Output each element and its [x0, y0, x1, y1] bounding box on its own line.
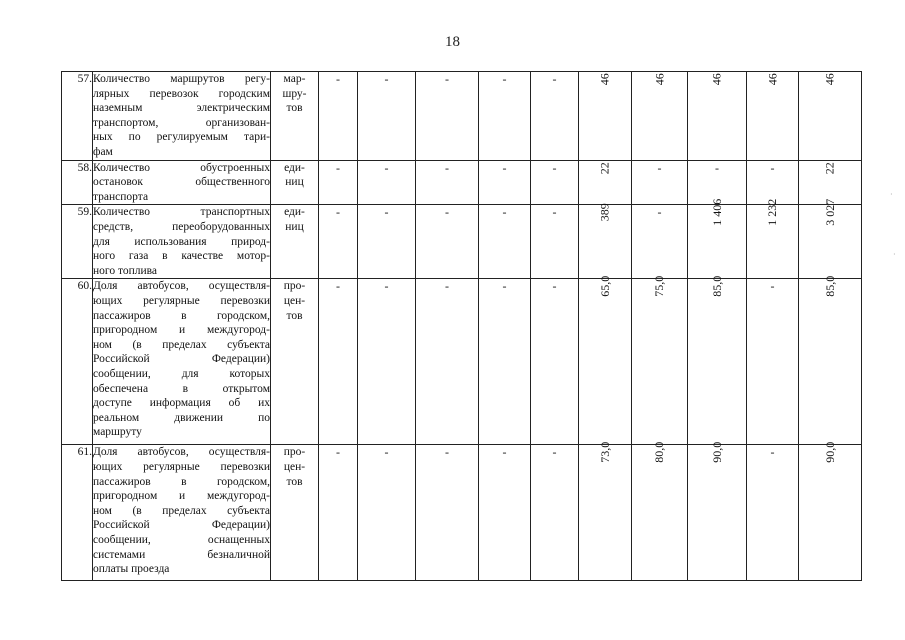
- indicator-name-line: Количество транспортных: [93, 206, 270, 219]
- value-cell: [579, 160, 632, 205]
- indicator-name-line: ных по регулируемым тари-: [93, 131, 270, 144]
- value-cell: [688, 442, 747, 581]
- cell-value: 73,0: [597, 442, 612, 464]
- dash-mark: -: [384, 279, 389, 294]
- cell-value: 46: [765, 73, 780, 86]
- indicator-name-line: пригородном и междугород-: [93, 490, 270, 503]
- indicator-name: [93, 279, 271, 445]
- value-cell: [747, 72, 799, 161]
- empty-value-cell: [416, 205, 479, 279]
- dash-mark: -: [502, 279, 507, 294]
- empty-value-cell: [319, 445, 358, 581]
- empty-value-cell: [747, 445, 799, 581]
- dash-mark: -: [552, 72, 557, 86]
- indicator-name-line: транспортом, организован-: [93, 116, 270, 129]
- value-cell: [632, 276, 688, 445]
- indicator-name-line: Доля автобусов, осуществля-: [93, 446, 270, 459]
- value-cell: [747, 199, 799, 279]
- dash-mark: -: [552, 160, 557, 175]
- indicator-name-line: наземным электрическим: [93, 102, 270, 115]
- cell-value: 46: [709, 73, 724, 86]
- cell-value: 22: [597, 161, 612, 174]
- indicator-name-line: сообщении, для которых: [93, 367, 270, 380]
- margin-mark: ·: [893, 250, 896, 259]
- cell-value: 46: [822, 73, 837, 86]
- indicator-name-line: обеспечена в открытом: [93, 382, 270, 395]
- empty-value-cell: [319, 72, 358, 161]
- dash-mark: -: [770, 279, 775, 294]
- indicator-name-line: лярных перевозок городским: [93, 87, 270, 100]
- indicator-name-line: системами безналичной: [93, 548, 270, 561]
- value-cell: [632, 72, 688, 161]
- indicator-name-line: сообщении, оснащенных: [93, 533, 270, 546]
- empty-value-cell: [531, 279, 579, 445]
- indicator-name-line: для использования природ-: [93, 235, 270, 248]
- value-cell: [799, 276, 862, 445]
- cell-value: 75,0: [652, 276, 667, 298]
- indicator-name-line: Российской Федерации): [93, 353, 270, 366]
- empty-value-cell: [416, 279, 479, 445]
- empty-value-cell: [319, 279, 358, 445]
- indicator-name-line: оплаты проезда: [93, 563, 170, 576]
- table-row: [62, 205, 862, 279]
- empty-value-cell: [479, 279, 531, 445]
- table-row: [62, 72, 862, 161]
- indicator-name-line: Количество обустроенных: [93, 161, 270, 174]
- row-number: 58.: [62, 160, 93, 205]
- value-cell: [632, 442, 688, 581]
- indicator-name-line: фам: [93, 145, 113, 158]
- unit-line: еди-: [284, 206, 305, 219]
- dash-mark: -: [502, 160, 507, 175]
- value-cell: [688, 276, 747, 445]
- empty-value-cell: [358, 279, 416, 445]
- dash-mark: -: [336, 72, 340, 86]
- unit-line: цен-: [283, 294, 306, 307]
- dash-mark: -: [445, 279, 449, 294]
- cell-value: 46: [652, 73, 667, 86]
- dash-mark: -: [445, 72, 449, 86]
- indicator-name-line: доступе информация об их: [93, 397, 270, 410]
- dash-mark: -: [445, 205, 449, 220]
- value-cell: [688, 72, 747, 161]
- empty-value-cell: [632, 160, 688, 205]
- value-cell: [799, 199, 862, 279]
- empty-value-cell: [479, 72, 531, 161]
- cell-value: 1 232: [765, 199, 780, 227]
- indicator-name-line: ном (в пределах субъекта: [93, 504, 270, 517]
- dash-mark: -: [336, 279, 340, 294]
- empty-value-cell: [358, 445, 416, 581]
- unit-line: ниц: [285, 220, 304, 233]
- dash-mark: -: [502, 445, 507, 460]
- empty-value-cell: [416, 445, 479, 581]
- dash-mark: -: [384, 72, 389, 86]
- indicator-name: [93, 205, 271, 279]
- indicator-name-line: ного газа в качестве мотор-: [93, 250, 270, 263]
- indicator-name-line: пригородном и междугород-: [93, 324, 270, 337]
- unit-of-measure: [271, 72, 319, 161]
- dash-mark: -: [552, 279, 557, 294]
- dash-mark: -: [384, 445, 389, 460]
- row-number: 61.: [62, 445, 93, 581]
- table-row: [62, 445, 862, 581]
- dash-mark: -: [502, 205, 507, 220]
- indicator-name-line: транспорта: [93, 190, 149, 203]
- unit-line: про-: [283, 280, 306, 293]
- empty-value-cell: [531, 72, 579, 161]
- unit-line: шру-: [282, 87, 307, 100]
- empty-value-cell: [319, 205, 358, 279]
- indicator-name-line: ющих регулярные перевозки: [93, 460, 270, 473]
- empty-value-cell: [531, 445, 579, 581]
- unit-of-measure: [271, 205, 319, 279]
- table-row: [62, 160, 862, 205]
- value-cell: [799, 442, 862, 581]
- page-number: 18: [445, 34, 460, 50]
- empty-value-cell: [358, 205, 416, 279]
- empty-value-cell: [531, 160, 579, 205]
- indicator-name-line: Российской Федерации): [93, 519, 270, 532]
- empty-value-cell: [416, 72, 479, 161]
- indicator-name-line: ного топлива: [93, 264, 158, 277]
- value-cell: [579, 276, 632, 445]
- indicator-name-line: средств, переоборудованных: [93, 220, 270, 233]
- indicator-name-line: Количество маршрутов регу-: [93, 73, 270, 85]
- dash-mark: -: [657, 205, 662, 220]
- dash-mark: -: [336, 205, 340, 220]
- empty-value-cell: [479, 205, 531, 279]
- empty-value-cell: [479, 445, 531, 581]
- dash-mark: -: [445, 160, 449, 175]
- indicator-name-line: остановок общественного: [93, 176, 270, 189]
- dash-mark: -: [657, 160, 662, 175]
- margin-mark: ·: [890, 190, 893, 199]
- dash-mark: -: [770, 445, 775, 460]
- row-number: 60.: [62, 279, 93, 445]
- dash-mark: -: [336, 445, 340, 460]
- empty-value-cell: [358, 160, 416, 205]
- cell-value: 389: [597, 203, 612, 222]
- value-cell: [799, 72, 862, 161]
- empty-value-cell: [358, 72, 416, 161]
- value-cell: [579, 442, 632, 581]
- dash-mark: -: [336, 160, 340, 175]
- cell-value: 85,0: [709, 276, 724, 298]
- unit-line: еди-: [284, 161, 305, 174]
- value-cell: [579, 205, 632, 279]
- indicators-table: [61, 71, 862, 581]
- cell-value: 85,0: [822, 276, 837, 298]
- table-row: [62, 279, 862, 445]
- unit-line: цен-: [283, 460, 306, 473]
- indicator-name: [93, 445, 271, 581]
- dash-mark: -: [384, 205, 389, 220]
- indicator-name-line: ном (в пределах субъекта: [93, 338, 270, 351]
- cell-value: 3 027: [822, 199, 837, 227]
- unit-line: тов: [286, 309, 303, 322]
- dash-mark: -: [384, 160, 389, 175]
- indicator-name-line: пассажиров в городском,: [93, 475, 270, 488]
- unit-line: мар-: [283, 73, 306, 85]
- cell-value: 90,0: [822, 442, 837, 464]
- dash-mark: -: [445, 445, 449, 460]
- row-number: 57.: [62, 72, 93, 161]
- unit-of-measure: [271, 279, 319, 445]
- empty-value-cell: [479, 160, 531, 205]
- indicator-name-line: маршруту: [93, 426, 142, 439]
- value-cell: [688, 199, 747, 279]
- unit-line: тов: [286, 102, 303, 115]
- unit-of-measure: [271, 160, 319, 205]
- indicator-name-line: ющих регулярные перевозки: [93, 294, 270, 307]
- cell-value: 90,0: [709, 442, 724, 464]
- indicator-name: [93, 72, 271, 161]
- value-cell: [579, 72, 632, 161]
- cell-value: 46: [597, 73, 612, 86]
- unit-line: про-: [283, 446, 306, 459]
- empty-value-cell: [416, 160, 479, 205]
- indicator-name-line: реальном движении по: [93, 411, 270, 424]
- unit-line: ниц: [285, 176, 304, 189]
- empty-value-cell: [632, 205, 688, 279]
- dash-mark: -: [770, 160, 775, 175]
- dash-mark: -: [552, 205, 557, 220]
- indicator-name-line: пассажиров в городском,: [93, 309, 270, 322]
- cell-value: 22: [822, 161, 837, 174]
- indicator-name: [93, 160, 271, 205]
- unit-line: тов: [286, 475, 303, 488]
- cell-value: 65,0: [597, 276, 612, 298]
- empty-value-cell: [531, 205, 579, 279]
- row-number: 59.: [62, 205, 93, 279]
- indicator-name-line: Доля автобусов, осуществля-: [93, 280, 270, 293]
- empty-value-cell: [319, 160, 358, 205]
- cell-value: 1 406: [709, 199, 724, 227]
- dash-mark: -: [552, 445, 557, 460]
- cell-value: 80,0: [652, 442, 667, 464]
- unit-of-measure: [271, 445, 319, 581]
- dash-mark: -: [502, 72, 507, 86]
- dash-mark: -: [715, 160, 719, 175]
- empty-value-cell: [747, 279, 799, 445]
